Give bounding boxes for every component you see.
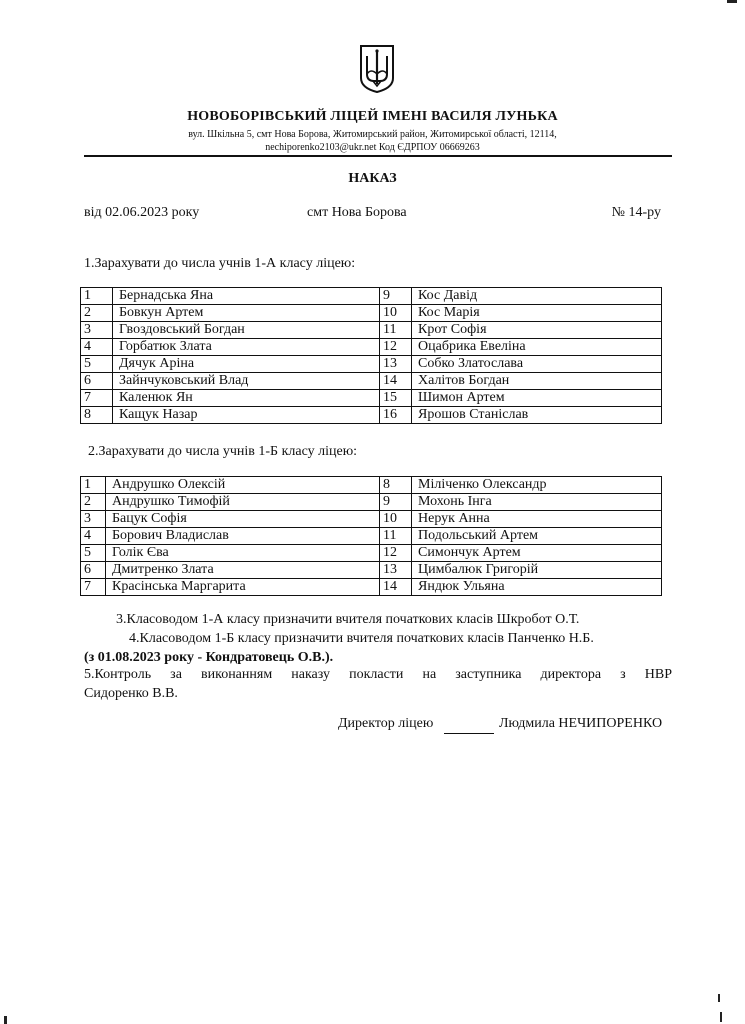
row-number: 6 xyxy=(81,562,106,579)
table-row xyxy=(81,545,662,562)
student-name: Красінська Маргарита xyxy=(106,579,380,596)
table-row xyxy=(81,390,662,407)
row-number: 5 xyxy=(81,356,113,373)
class-1a-table xyxy=(80,287,662,424)
row-number: 2 xyxy=(81,305,113,322)
table-row xyxy=(81,511,662,528)
row-number: 12 xyxy=(380,545,412,562)
student-name: Симончук Артем xyxy=(412,545,662,562)
row-number: 4 xyxy=(81,528,106,545)
table-row xyxy=(81,494,662,511)
row-number: 8 xyxy=(81,407,113,424)
table-row xyxy=(81,477,662,494)
student-name: Зайнчуковський Влад xyxy=(113,373,380,390)
class-1b-table xyxy=(80,476,662,596)
row-number: 12 xyxy=(380,339,412,356)
row-number: 15 xyxy=(380,390,412,407)
row-number: 10 xyxy=(380,511,412,528)
section-b-heading: 2.Зарахувати до числа учнів 1-Б класу ліцею: xyxy=(88,444,358,459)
row-number: 16 xyxy=(380,407,412,424)
student-name: Борович Владислав xyxy=(106,528,380,545)
student-name: Яндюк Ульяна xyxy=(412,579,662,596)
student-name: Оцабрика Евеліна xyxy=(412,339,662,356)
signature-name: Людмила НЕЧИПОРЕНКО xyxy=(499,716,663,731)
paragraph-4-note: (з 01.08.2023 року - Кондратовець О.В.). xyxy=(84,650,334,665)
student-name: Цимбалюк Григорій xyxy=(412,562,662,579)
row-number: 1 xyxy=(81,288,113,305)
student-name: Горбатюк Злата xyxy=(113,339,380,356)
student-name: Кос Давід xyxy=(412,288,662,305)
order-place: смт Нова Борова xyxy=(307,205,407,220)
order-title: НАКАЗ xyxy=(348,171,397,186)
row-number: 2 xyxy=(81,494,106,511)
row-number: 3 xyxy=(81,322,113,339)
table-row xyxy=(81,528,662,545)
student-name: Гвоздовський Богдан xyxy=(113,322,380,339)
row-number: 5 xyxy=(81,545,106,562)
student-name: Ярошов Станіслав xyxy=(412,407,662,424)
scan-mark xyxy=(718,994,720,1002)
student-name: Шимон Артем xyxy=(412,390,662,407)
student-name: Каленюк Ян xyxy=(113,390,380,407)
scan-mark xyxy=(720,1012,722,1022)
row-number: 10 xyxy=(380,305,412,322)
student-name: Голік Єва xyxy=(106,545,380,562)
table-row xyxy=(81,288,662,305)
table-row xyxy=(81,305,662,322)
student-name: Нерук Анна xyxy=(412,511,662,528)
row-number: 9 xyxy=(380,494,412,511)
paragraph-3: 3.Класоводом 1-А класу призначити вчителя початкових класів Шкробот О.Т. xyxy=(116,612,580,627)
table-row xyxy=(81,579,662,596)
row-number: 7 xyxy=(81,579,106,596)
signature-line xyxy=(444,733,494,734)
student-name: Халітов Богдан xyxy=(412,373,662,390)
scan-mark xyxy=(727,0,737,3)
table-row xyxy=(81,322,662,339)
row-number: 14 xyxy=(380,373,412,390)
student-name: Подольський Артем xyxy=(412,528,662,545)
school-contacts: nechiporenko2103@ukr.net Код ЄДРПОУ 06669263 xyxy=(265,142,480,153)
student-name: Міліченко Олександр xyxy=(412,477,662,494)
signature-role: Директор ліцею xyxy=(338,716,434,731)
order-date: від 02.06.2023 року xyxy=(84,205,200,220)
coat-of-arms-icon xyxy=(359,44,395,94)
table-row xyxy=(81,356,662,373)
student-name: Бовкун Артем xyxy=(113,305,380,322)
table-row xyxy=(81,407,662,424)
student-name: Собко Златослава xyxy=(412,356,662,373)
student-name: Бацук Софія xyxy=(106,511,380,528)
scan-mark xyxy=(4,1016,7,1024)
school-address: вул. Шкільна 5, смт Нова Борова, Житомирський район, Житомирської області, 12114, xyxy=(188,129,557,140)
school-name: НОВОБОРІВСЬКИЙ ЛІЦЕЙ ІМЕНІ ВАСИЛЯ ЛУНЬКА xyxy=(187,109,558,124)
row-number: 11 xyxy=(380,322,412,339)
table-row xyxy=(81,339,662,356)
row-number: 11 xyxy=(380,528,412,545)
order-number: № 14-ру xyxy=(611,205,661,220)
student-name: Дячук Аріна xyxy=(113,356,380,373)
row-number: 4 xyxy=(81,339,113,356)
paragraph-5: 5.Контроль за виконанням наказу покласти на заступника директора з НВР xyxy=(84,667,672,682)
row-number: 3 xyxy=(81,511,106,528)
row-number: 8 xyxy=(380,477,412,494)
paragraph-4: 4.Класоводом 1-Б класу призначити вчителя початкових класів Панченко Н.Б. xyxy=(129,631,594,646)
row-number: 14 xyxy=(380,579,412,596)
student-name: Андрушко Тимофій xyxy=(106,494,380,511)
section-a-heading: 1.Зарахувати до числа учнів 1-А класу ліцею: xyxy=(84,256,356,271)
student-name: Андрушко Олексій xyxy=(106,477,380,494)
table-row xyxy=(81,562,662,579)
paragraph-5-continued: Сидоренко В.В. xyxy=(84,686,178,701)
row-number: 13 xyxy=(380,356,412,373)
student-name: Крот Софія xyxy=(412,322,662,339)
row-number: 1 xyxy=(81,477,106,494)
row-number: 7 xyxy=(81,390,113,407)
table-row xyxy=(81,373,662,390)
row-number: 6 xyxy=(81,373,113,390)
row-number: 13 xyxy=(380,562,412,579)
student-name: Мохонь Інга xyxy=(412,494,662,511)
student-name: Кащук Назар xyxy=(113,407,380,424)
student-name: Бернадська Яна xyxy=(113,288,380,305)
row-number: 9 xyxy=(380,288,412,305)
student-name: Кос Марія xyxy=(412,305,662,322)
header-rule xyxy=(84,155,672,157)
student-name: Дмитренко Злата xyxy=(106,562,380,579)
